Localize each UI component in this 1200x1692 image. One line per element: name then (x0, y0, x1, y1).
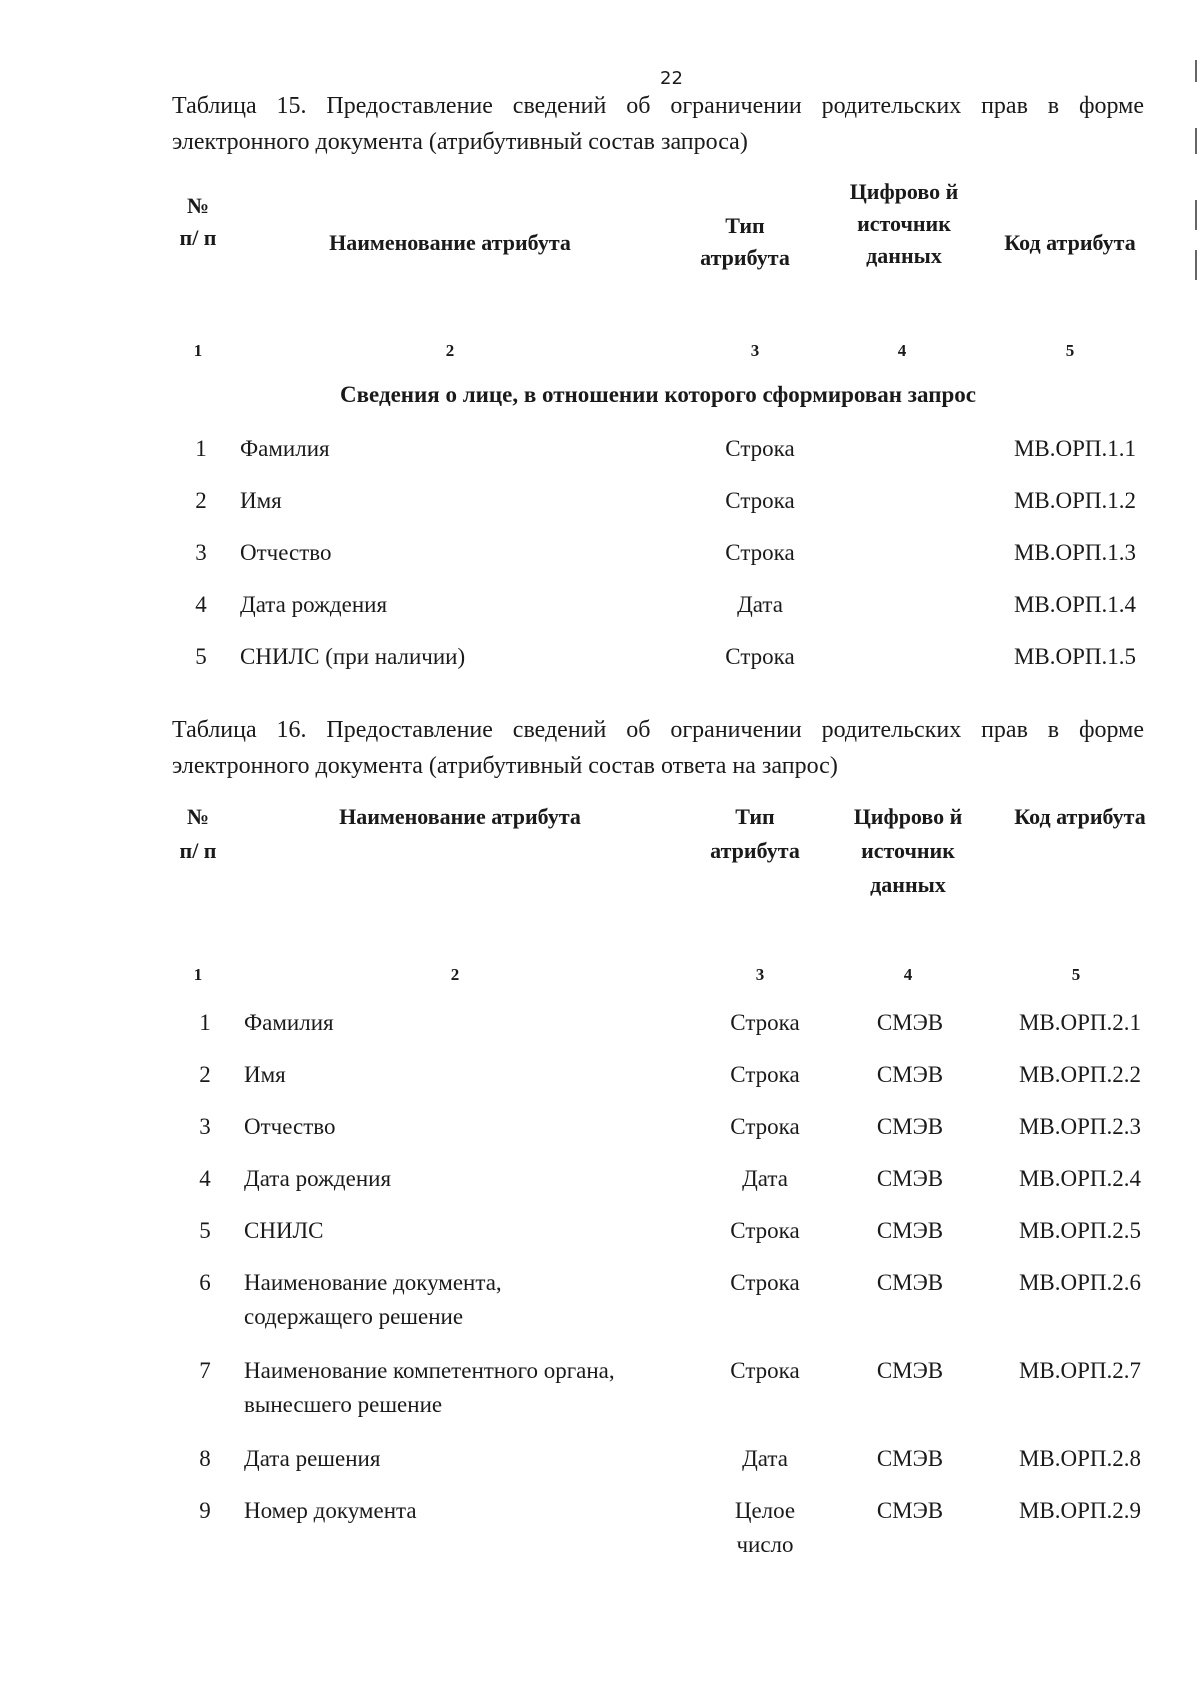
row-code: МВ.ОРП.2.7 (1018, 1358, 1142, 1383)
row-name: Наименование документа, содержащего решение (244, 1270, 502, 1329)
row-name: Номер документа (244, 1498, 417, 1523)
table15-caption-line1: Таблица 15. Предоставление сведений об ограничении родительских прав в форме (172, 93, 1144, 119)
row-code: МВ.ОРП.1.1 (1013, 436, 1137, 461)
row-code: МВ.ОРП.2.1 (1018, 1010, 1142, 1035)
row-type: Дата (742, 1446, 788, 1471)
table15-header-type: Тип атрибута (700, 213, 790, 270)
row-code: МВ.ОРП.1.4 (1013, 592, 1137, 617)
table15-colnum-5: 5 (1065, 341, 1075, 360)
row-name: СНИЛС (244, 1218, 324, 1243)
table15-colnum-3: 3 (750, 341, 760, 360)
scan-mark (1195, 60, 1197, 82)
row-num: 2 (195, 488, 207, 513)
row-type: Строка (730, 1114, 800, 1139)
row-name: Наименование компетентного органа, вынесшего решение (244, 1358, 615, 1417)
row-num: 8 (199, 1446, 211, 1471)
table16-colnum-1: 1 (193, 965, 203, 984)
row-num: 2 (199, 1062, 211, 1087)
table16-header-source: Цифрово й источник данных (853, 804, 963, 897)
table15-section-title: Сведения о лице, в отношении которого сформирован запрос (340, 382, 976, 407)
row-code: МВ.ОРП.1.2 (1013, 488, 1137, 513)
row-source: СМЭВ (876, 1062, 944, 1087)
row-code: МВ.ОРП.2.9 (1018, 1498, 1142, 1523)
row-source: СМЭВ (876, 1358, 944, 1383)
table15-header-name: Наименование атрибута (329, 230, 571, 255)
table16-colnum-2: 2 (450, 965, 460, 984)
table16-colnum-4: 4 (903, 965, 913, 984)
row-name: СНИЛС (при наличии) (240, 644, 466, 669)
table15-header-code: Код атрибута (1004, 230, 1136, 255)
table16-header-code: Код атрибута (1014, 804, 1146, 829)
row-code: МВ.ОРП.2.2 (1018, 1062, 1142, 1087)
table16-colnum-5: 5 (1071, 965, 1081, 984)
row-code: МВ.ОРП.2.6 (1018, 1270, 1142, 1295)
scan-edge-marks (1190, 0, 1200, 400)
table16-header-type: Тип атрибута (710, 804, 800, 863)
row-num: 1 (199, 1010, 211, 1035)
table15-header-source: Цифрово й источник данных (849, 179, 959, 268)
row-source: СМЭВ (876, 1010, 944, 1035)
row-num: 6 (199, 1270, 211, 1295)
table15-colnum-4: 4 (897, 341, 907, 360)
table16-caption-line2: электронного документа (атрибутивный состав ответа на запрос) (172, 753, 838, 779)
row-source: СМЭВ (876, 1114, 944, 1139)
row-num: 4 (199, 1166, 211, 1191)
row-code: МВ.ОРП.2.4 (1018, 1166, 1142, 1191)
scan-mark (1195, 200, 1197, 230)
row-type: Целое число (734, 1498, 796, 1557)
row-type: Строка (725, 488, 795, 513)
table15-caption (172, 88, 1144, 160)
row-name: Фамилия (244, 1010, 334, 1035)
row-num: 4 (195, 592, 207, 617)
row-name: Дата решения (244, 1446, 381, 1471)
row-code: МВ.ОРП.2.5 (1018, 1218, 1142, 1243)
table16-colnum-3: 3 (755, 965, 765, 984)
row-num: 3 (195, 540, 207, 565)
row-name: Отчество (240, 540, 332, 565)
table15-header-num: № п/ п (179, 193, 217, 250)
row-num: 7 (199, 1358, 211, 1383)
row-num: 5 (195, 644, 207, 669)
row-source: СМЭВ (876, 1166, 944, 1191)
row-num: 1 (195, 436, 207, 461)
row-code: МВ.ОРП.1.5 (1013, 644, 1137, 669)
table16-caption (172, 712, 1144, 784)
row-type: Дата (737, 592, 783, 617)
row-num: 9 (199, 1498, 211, 1523)
row-type: Строка (725, 540, 795, 565)
table16-header-name: Наименование атрибута (339, 804, 581, 829)
row-code: МВ.ОРП.2.8 (1018, 1446, 1142, 1471)
row-name: Дата рождения (244, 1166, 392, 1191)
row-type: Строка (730, 1358, 800, 1383)
row-name: Имя (240, 488, 282, 513)
row-name: Отчество (244, 1114, 336, 1139)
page-number: 22 (660, 68, 683, 89)
row-type: Строка (730, 1218, 800, 1243)
scan-mark (1195, 128, 1197, 154)
row-type: Строка (725, 436, 795, 461)
table16-header-num: № п/ п (179, 804, 217, 863)
row-source: СМЭВ (876, 1446, 944, 1471)
table15-caption-line2: электронного документа (атрибутивный состав запроса) (172, 129, 748, 155)
row-name: Имя (244, 1062, 286, 1087)
row-name: Дата рождения (240, 592, 388, 617)
table15-colnum-2: 2 (445, 341, 455, 360)
row-type: Строка (730, 1270, 800, 1295)
row-source: СМЭВ (876, 1498, 944, 1523)
row-num: 3 (199, 1114, 211, 1139)
table16-caption-line1: Таблица 16. Предоставление сведений об ограничении родительских прав в форме (172, 717, 1144, 743)
row-type: Строка (730, 1010, 800, 1035)
row-source: СМЭВ (876, 1218, 944, 1243)
row-type: Дата (742, 1166, 788, 1191)
row-name: Фамилия (240, 436, 330, 461)
table15-colnum-1: 1 (193, 341, 203, 360)
row-code: МВ.ОРП.1.3 (1013, 540, 1137, 565)
row-type: Строка (730, 1062, 800, 1087)
row-num: 5 (199, 1218, 211, 1243)
scan-mark (1195, 250, 1197, 280)
row-type: Строка (725, 644, 795, 669)
row-code: МВ.ОРП.2.3 (1018, 1114, 1142, 1139)
row-source: СМЭВ (876, 1270, 944, 1295)
